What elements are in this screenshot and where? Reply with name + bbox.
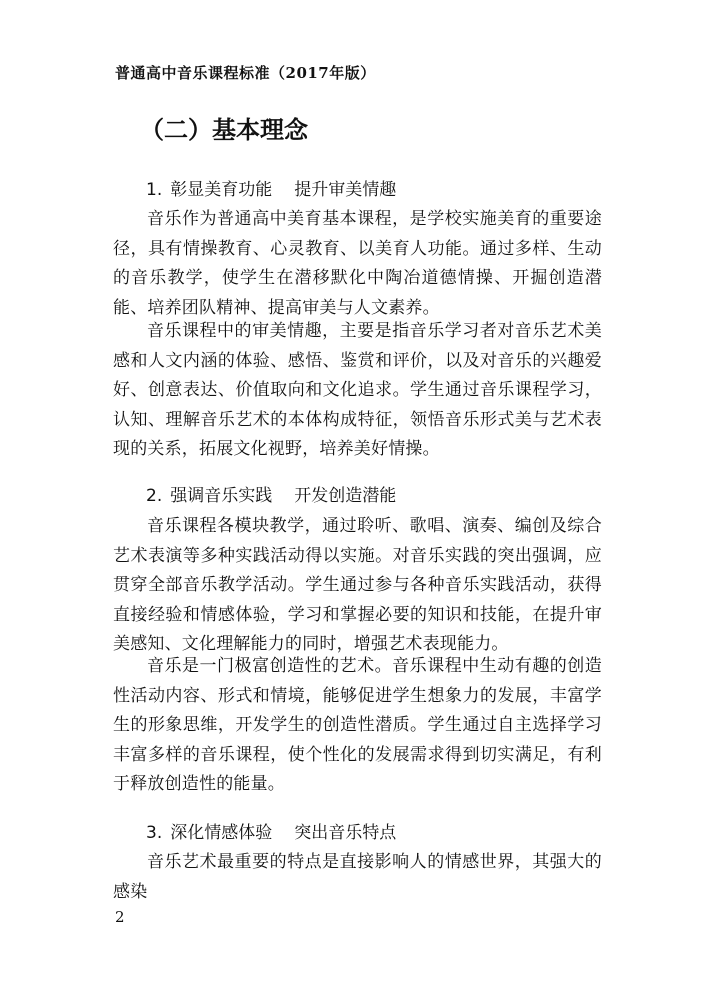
subsection-number: 3. — [146, 823, 163, 843]
paragraph: 音乐艺术最重要的特点是直接影响人的情感世界，其强大的感染 — [113, 852, 602, 902]
subsection-heading-3 — [146, 818, 396, 843]
subsection-heading-part1: 强调音乐实践 — [170, 486, 273, 506]
paragraph: 音乐课程中的审美情趣，主要是指音乐学习者对音乐艺术美感和人文内涵的体验、感悟、鉴赏和评价，以及对音乐的兴趣爱好、创意表达、价值取向和文化追求。学生通过音乐课程学习，认知、理解音乐艺术的本体构成特征，领悟音乐形式美与艺术表现的关系，拓展文化视野，培养美好情操。 — [113, 321, 602, 459]
subsection-number: 1. — [146, 180, 163, 200]
page-number: 2 — [115, 908, 125, 926]
paragraph: 音乐是一门极富创造性的艺术。音乐课程中生动有趣的创造性活动内容、形式和情境，能够促进学生想象力的发展，丰富学生的形象思维，开发学生的创造性潜质。学生通过自主选择学习丰富多样的音乐课程，使个性化的发展需求得到切实满足，有利于释放创造性的能量。 — [113, 656, 602, 794]
subsection-heading-part2: 提升审美情趣 — [294, 180, 397, 200]
subsection-heading-part1: 深化情感体验 — [170, 823, 273, 843]
paragraph: 音乐作为普通高中美育基本课程，是学校实施美育的重要途径，具有情操教育、心灵教育、以美育人功能。通过多样、生动的音乐教学，使学生在潜移默化中陶冶道德情操、开掘创造潜能、培养团队精神、提高审美与人文素养。 — [113, 209, 602, 318]
subsection-heading-1 — [146, 175, 396, 200]
subsection-heading-2 — [146, 481, 396, 506]
paragraph: 音乐课程各模块教学，通过聆听、歌唱、演奏、编创及综合艺术表演等多种实践活动得以实施。对音乐实践的突出强调，应贯穿全部音乐教学活动。学生通过参与各种音乐实践活动，获得直接经验和情感体验，学习和掌握必要的知识和技能，在提升审美感知、文化理解能力的同时，增强艺术表现能力。 — [113, 516, 602, 654]
section-title: （二）基本理念 — [140, 116, 308, 144]
running-header: 普通高中音乐课程标准（2017年版） — [115, 64, 376, 82]
subsection-heading-part2: 开发创造潜能 — [294, 486, 397, 506]
subsection-number: 2. — [146, 486, 163, 506]
subsection-heading-part1: 彰显美育功能 — [170, 180, 273, 200]
subsection-heading-part2: 突出音乐特点 — [294, 823, 397, 843]
